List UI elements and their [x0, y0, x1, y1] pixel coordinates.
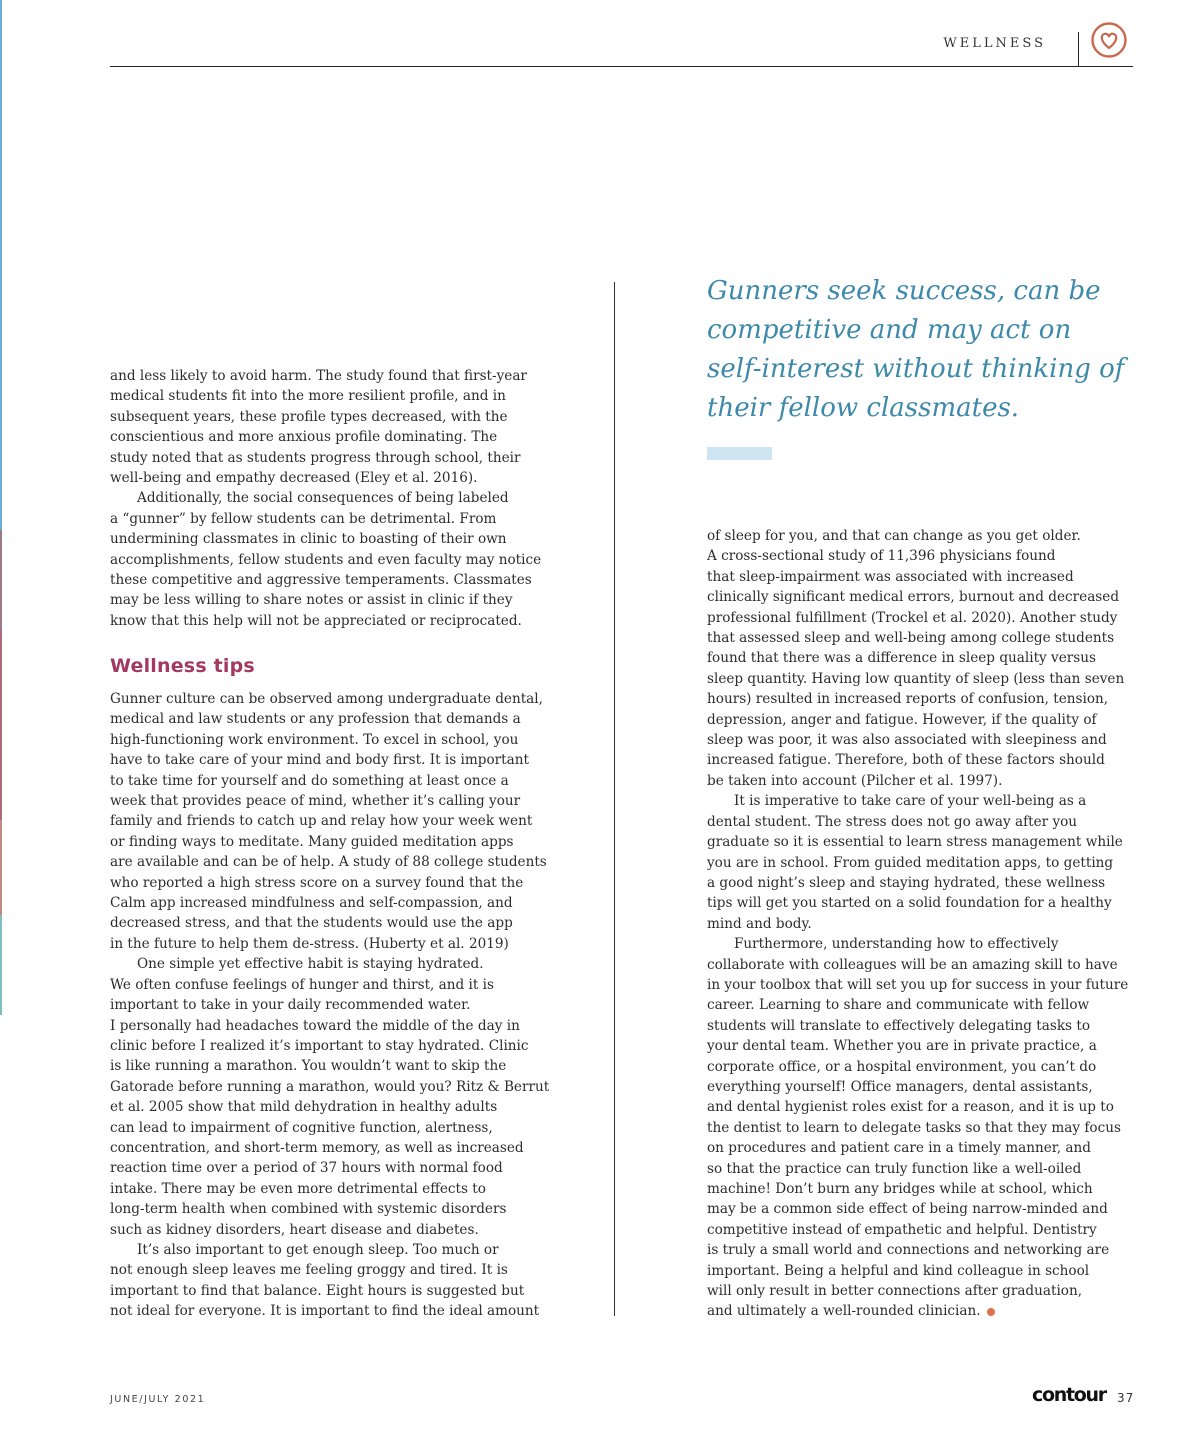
text-line: high-functioning work environment. To excel in school, you: [110, 731, 519, 748]
text-line: Gunner culture can be observed among undergraduate dental,: [110, 691, 543, 707]
text-line: increased fatigue. Therefore, both of these factors should: [707, 752, 1105, 769]
text-line: everything yourself! Office managers, dental assistants,: [707, 1078, 1093, 1095]
pull-quote-line: Gunners seek success, can be: [707, 276, 1101, 306]
text-line: a good night’s sleep and staying hydrated, these wellness: [707, 874, 1106, 891]
text-line: subsequent years, these profile types decreased, with the: [110, 408, 508, 425]
text-line: sleep was poor, it was also associated with sleepiness and: [707, 732, 1107, 749]
text-line: have to take care of your mind and body first. It is important: [110, 752, 529, 769]
text-line: clinically significant medical errors, burnout and decreased: [707, 589, 1120, 606]
text-line: or finding ways to meditate. Many guided meditation apps: [110, 833, 514, 850]
text-line: week that provides peace of mind, whether it’s calling your: [110, 793, 521, 810]
text-line: of sleep for you, and that can change as you get older.: [707, 528, 1081, 544]
text-line: reaction time over a period of 37 hours with normal food: [110, 1160, 503, 1177]
paragraph: [707, 791, 1123, 934]
text-line: students will translate to effectively delegating tasks to: [707, 1017, 1091, 1034]
text-line: so that the practice can truly function like a well-oiled: [707, 1160, 1082, 1177]
paragraph: [110, 954, 550, 1240]
text-line: is truly a small world and connections and networking are: [707, 1242, 1110, 1259]
end-mark-icon: [987, 1308, 995, 1316]
text-line: corporate office, or a hospital environment, you can’t do: [707, 1058, 1097, 1075]
text-line: competitive instead of empathetic and helpful. Dentistry: [707, 1221, 1097, 1238]
text-line: mind and body.: [707, 915, 812, 932]
text-line: sleep quantity. Having low quantity of sleep (less than seven: [707, 670, 1125, 687]
text-line: professional fulfillment (Trockel et al. 2020). Another study: [707, 609, 1118, 626]
text-line: A cross-sectional study of 11,396 physicians found: [707, 548, 1056, 565]
text-line: know that this help will not be appreciated or reciprocated.: [110, 612, 522, 629]
text-line: is like running a marathon. You wouldn’t want to skip the: [110, 1058, 507, 1075]
text-line: hours) resulted in increased reports of confusion, tension,: [707, 691, 1109, 708]
text-line: undermining classmates in clinic to boasting of their own: [110, 531, 507, 548]
text-line: are available and can be of help. A study of 88 college students: [110, 854, 547, 871]
edge-strip-3: [0, 630, 2, 820]
text-line: well-being and empathy decreased (Eley et al. 2016).: [110, 470, 478, 487]
text-line: conscientious and more anxious profile dominating. The: [110, 429, 498, 446]
text-line: can lead to impairment of cognitive function, alertness,: [110, 1119, 493, 1136]
edge-strip-1: [0, 0, 2, 530]
text-line: that sleep-impairment was associated with increased: [707, 568, 1074, 585]
paragraph: [707, 934, 1129, 1322]
text-line: important to find that balance. Eight hours is suggested but: [110, 1282, 525, 1299]
right-column: [707, 526, 1129, 1322]
text-line: important. Being a helpful and kind colleague in school: [707, 1262, 1090, 1279]
text-line: graduate so it is essential to learn stress management while: [707, 834, 1123, 851]
text-line: We often confuse feelings of hunger and thirst, and it is: [110, 976, 495, 993]
section-label: WELLNESS: [943, 36, 1046, 51]
text-line: long-term health when combined with systemic disorders: [110, 1201, 507, 1218]
text-line: your dental team. Whether you are in private practice, a: [707, 1038, 1097, 1055]
left-column-top: [110, 366, 542, 631]
text-line: It is imperative to take care of your well-being as a: [734, 793, 1087, 810]
issue-date: JUNE/JULY 2021: [110, 1394, 206, 1405]
magazine-logo: contour: [1032, 1384, 1106, 1406]
text-line: you are in school. From guided meditation apps, to getting: [707, 854, 1114, 871]
text-line: intake. There may be even more detrimental effects to: [110, 1180, 486, 1197]
paragraph: [110, 366, 530, 488]
text-line: decreased stress, and that the students would use the app: [110, 915, 513, 932]
text-line: family and friends to catch up and relay how your week went: [110, 813, 533, 830]
text-line: Furthermore, understanding how to effectively: [734, 936, 1059, 953]
paragraph: [110, 689, 547, 954]
text-line: Gatorade before running a marathon, would you? Ritz & Berrut: [110, 1078, 550, 1095]
text-line: Calm app increased mindfulness and self-compassion, and: [110, 895, 513, 912]
text-line: who reported a high stress score on a survey found that the: [110, 874, 524, 891]
text-line-final: and ultimately a well-rounded clinician.: [707, 1303, 981, 1320]
text-line: the dentist to learn to delegate tasks so that they may focus: [707, 1119, 1121, 1136]
edge-strip-5: [0, 915, 2, 1015]
text-line: accomplishments, fellow students and even faculty may notice: [110, 551, 542, 568]
paragraph: [110, 1240, 540, 1322]
text-line: will only result in better connections after graduation,: [707, 1283, 1083, 1300]
text-line: depression, anger and fatigue. However, if the quality of: [707, 711, 1097, 728]
text-line: may be a common side effect of being narrow-minded and: [707, 1201, 1108, 1218]
text-line: tips will get you started on a solid foundation for a healthy: [707, 895, 1112, 912]
text-line: Additionally, the social consequences of being labeled: [137, 490, 509, 507]
text-line: in your toolbox that will set you up for success in your future: [707, 976, 1129, 993]
text-line: on procedures and patient care in a timely manner, and: [707, 1140, 1091, 1157]
text-line: to take time for yourself and do something at least once a: [110, 772, 509, 789]
pull-quote-line: self-interest without thinking of: [707, 354, 1125, 384]
text-line: machine! Don’t burn any bridges while at school, which: [707, 1181, 1093, 1197]
text-line: One simple yet effective habit is staying hydrated.: [137, 956, 484, 973]
pull-quote-line: competitive and may act on: [707, 315, 1072, 345]
page-number: 37: [1117, 1391, 1135, 1405]
text-line: clinic before I realized it’s important to stay hydrated. Clinic: [110, 1037, 529, 1054]
text-line: such as kidney disorders, heart disease and diabetes.: [110, 1221, 479, 1238]
text-line: career. Learning to share and communicate with fellow: [707, 997, 1090, 1014]
text-line: in the future to help them de-stress. (Huberty et al. 2019): [110, 935, 509, 952]
text-line: important to take in your daily recommended water.: [110, 997, 471, 1014]
header-divider: [1078, 32, 1079, 67]
quote-accent-bar: [707, 447, 772, 460]
paragraph: [707, 526, 1125, 791]
header-rule: [110, 66, 1133, 67]
text-line: medical and law students or any profession that demands a: [110, 711, 521, 728]
text-line: I personally had headaches toward the middle of the day in: [110, 1017, 520, 1034]
text-line: that assessed sleep and well-being among college students: [707, 630, 1115, 647]
text-line: study noted that as students progress through school, their: [110, 449, 521, 466]
text-line: found that there was a difference in sleep quality versus: [707, 650, 1096, 667]
text-line: medical students fit into the more resilient profile, and in: [110, 388, 506, 405]
text-line: and dental hygienist roles exist for a reason, and it is up to: [707, 1099, 1114, 1116]
edge-strip-4: [0, 820, 2, 915]
edge-strip-2: [0, 530, 2, 630]
paragraph: [110, 488, 542, 631]
text-line: It’s also important to get enough sleep. Too much or: [137, 1241, 499, 1258]
heart-circle-icon: [1089, 20, 1129, 60]
pull-quote: [707, 272, 1127, 428]
text-line: be taken into account (Pilcher et al. 1997).: [707, 772, 1003, 789]
text-line: [707, 1301, 1117, 1321]
text-line: not enough sleep leaves me feeling groggy and tired. It is: [110, 1262, 508, 1279]
text-line: these competitive and aggressive temperaments. Classmates: [110, 572, 532, 589]
text-line: and less likely to avoid harm. The study found that first-year: [110, 368, 527, 384]
text-line: dental student. The stress does not go away after you: [707, 813, 1078, 830]
text-line: et al. 2005 show that mild dehydration in healthy adults: [110, 1099, 498, 1116]
text-line: a “gunner” by fellow students can be detrimental. From: [110, 510, 497, 527]
text-line: concentration, and short-term memory, as well as increased: [110, 1139, 524, 1156]
left-column-bottom: [110, 689, 550, 1322]
pull-quote-line: their fellow classmates.: [707, 393, 1020, 423]
text-line: may be less willing to share notes or assist in clinic if they: [110, 592, 513, 609]
text-line: collaborate with colleagues will be an amazing skill to have: [707, 956, 1118, 973]
text-line: not ideal for everyone. It is important to find the ideal amount: [110, 1303, 540, 1320]
column-divider: [614, 282, 615, 1316]
section-heading: Wellness tips: [110, 655, 255, 677]
